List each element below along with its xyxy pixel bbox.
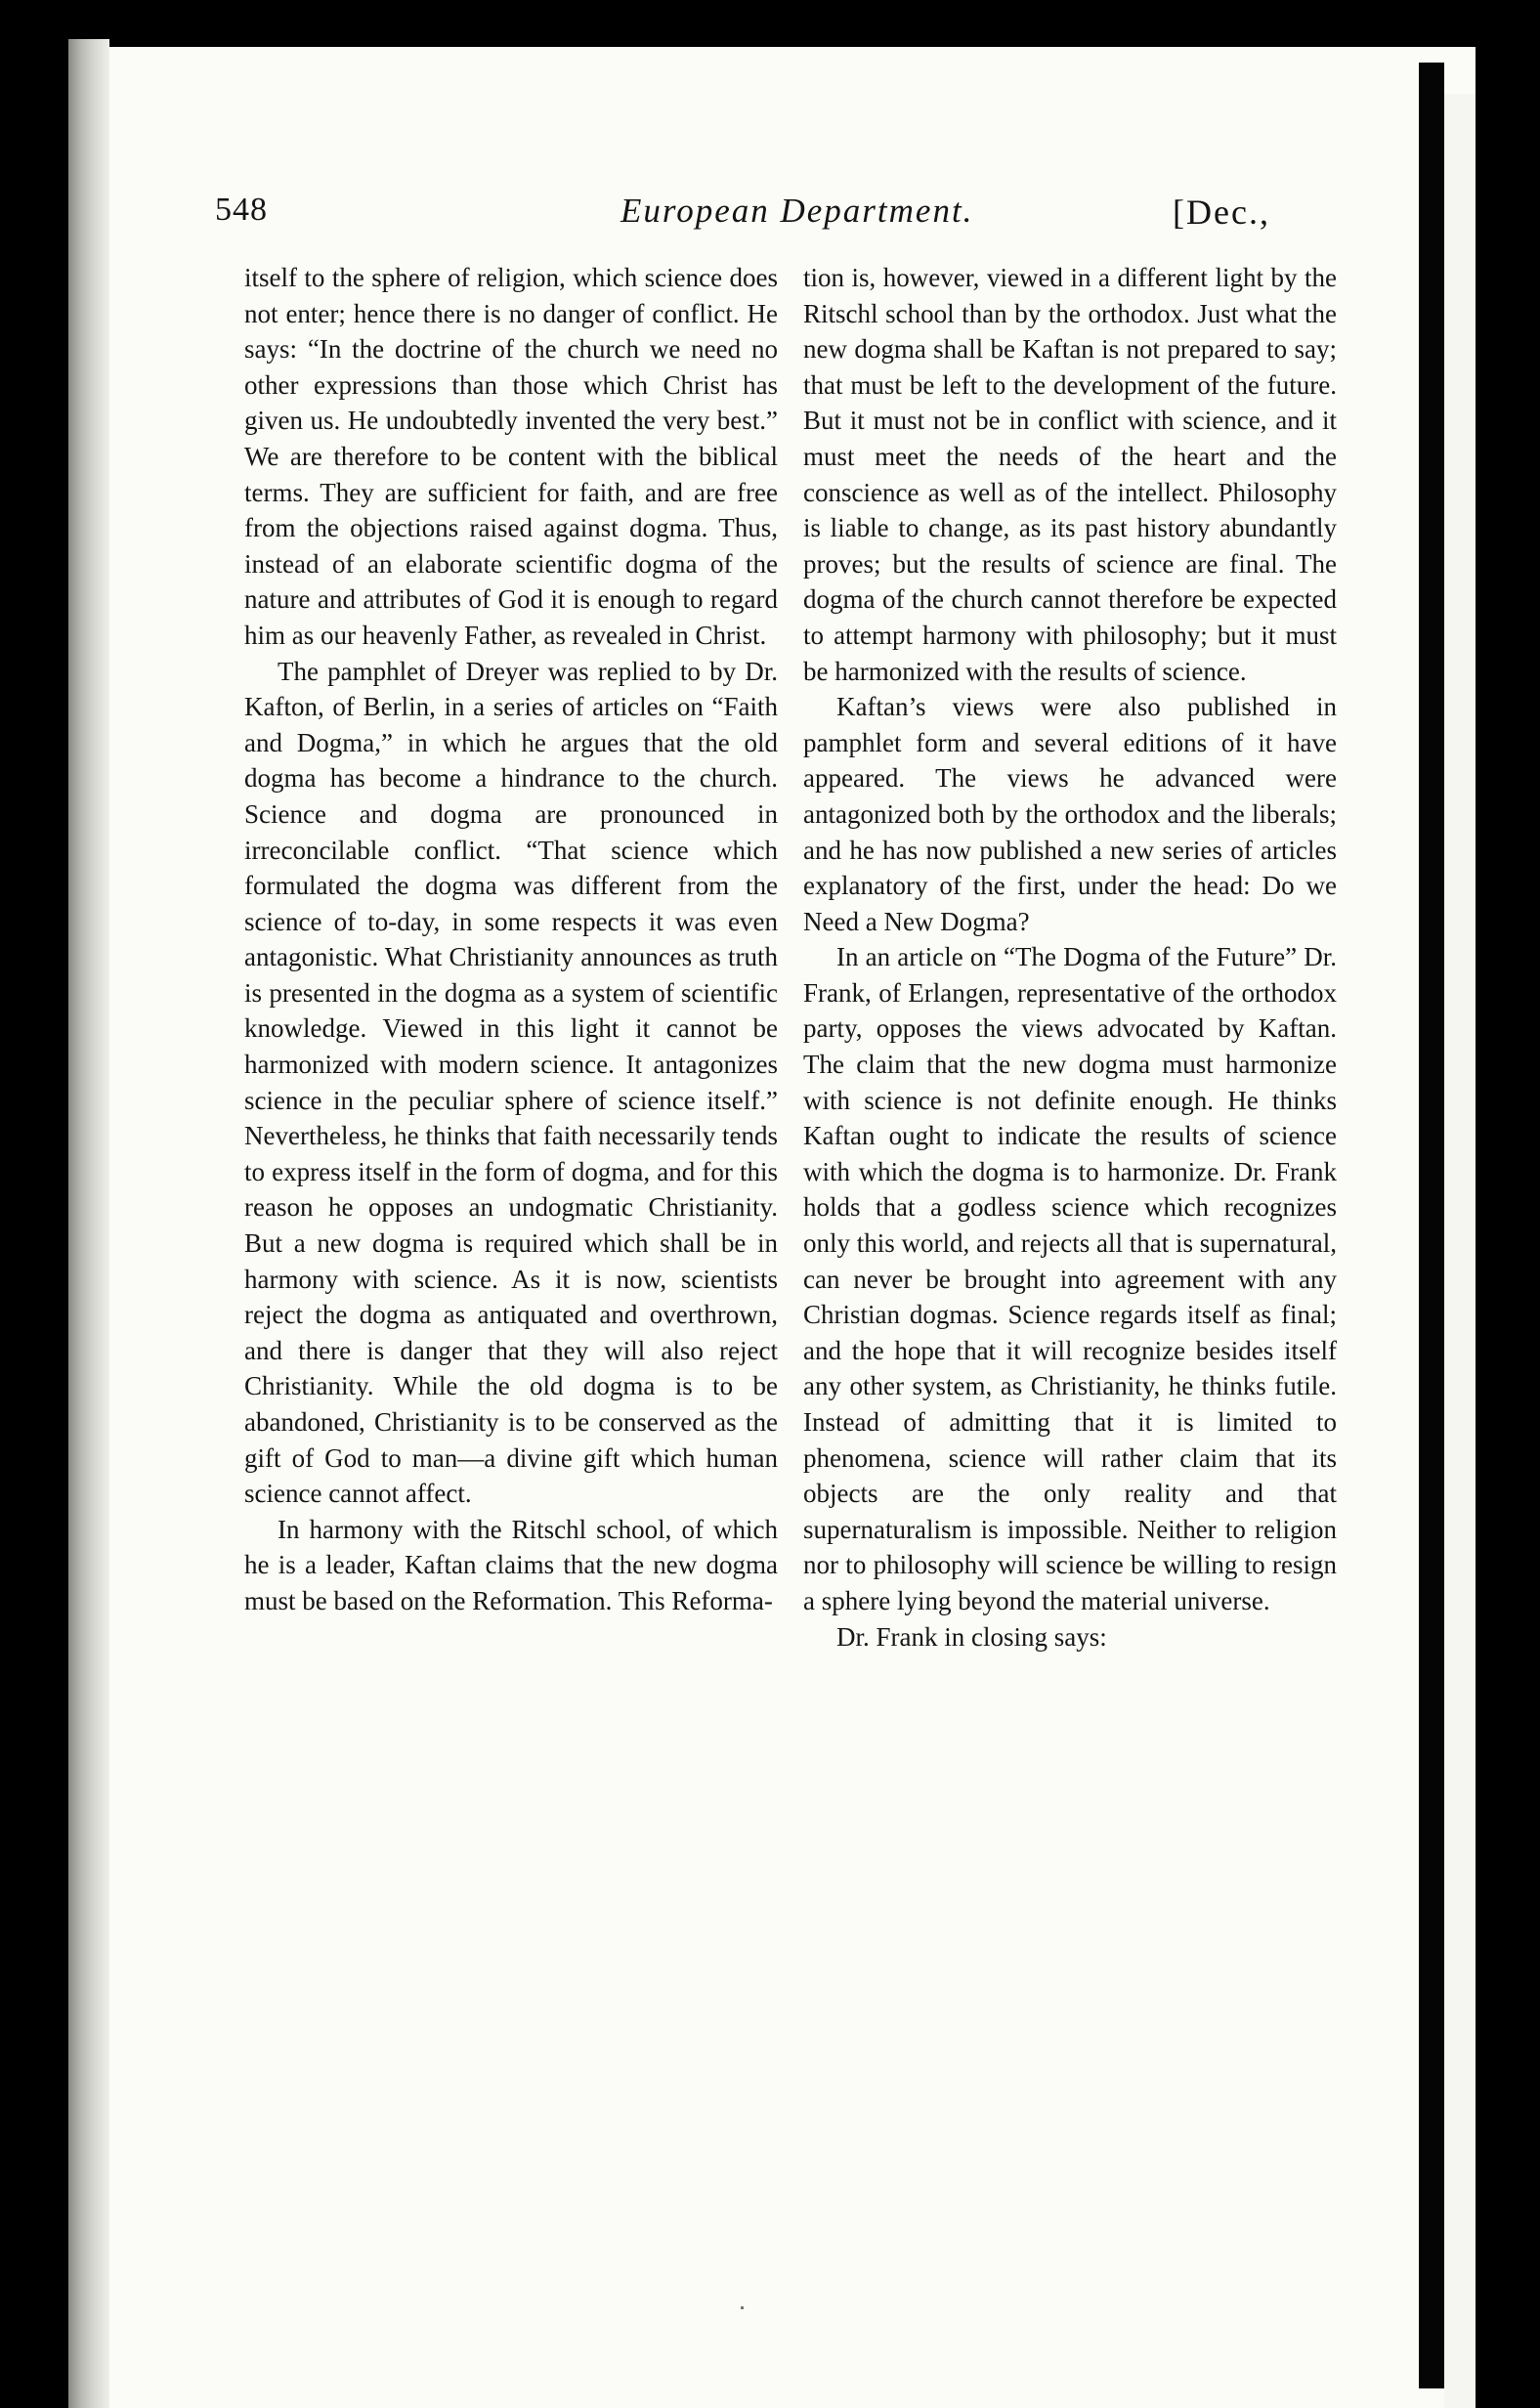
paragraph: Dr. Frank in closing says: [836,1621,1107,1652]
paragraph: Kaftan’s views were also published in pamphlet form and several editions of it have appeared. The views he advanced were antagonized both by the orthodox and the liberals; and he has now published a new series of articles explanatory of the first, under the head: Do we Need a New Dogma? [803,692,1337,936]
paragraph: itself to the sphere of religion, which science does not enter; hence there is no danger of conflict. He says: “In the doctrine of the church we need no other expressions than those which Christ has given us. He undoubtedly invented the very best.” We are therefore to be content with the biblical terms. They are sufficient for faith, and are free from the objections raised against dogma. Thus, instead of an elaborate scientific dogma of the nature and attributes of God it is enough to regard him as our heavenly Father, as revealed in Christ. [244,263,778,650]
left-text-column [244,260,778,1619]
page-number: 548 [215,192,268,228]
paragraph: In harmony with the Ritschl school, of which he is a leader, Kaftan claims that the new dogma must be based on the Reformation. This Reforma- [244,1514,778,1615]
paragraph: tion is, however, viewed in a different light by the Ritschl school than by the orthodox. Just what the new dogma shall be Kaftan is not prepared to say; that must be left to the development of the future. But it must not be in conflict with science, and it must meet the needs of the heart and the conscience as well as of the intellect. Philosophy is liable to change, as its past history abundantly proves; but the results of science are final. The dogma of the church cannot therefore be expected to attempt harmony with philosophy; but it must be harmonized with the results of science. [803,263,1337,686]
page-binding-shadow [68,39,109,2408]
running-title: European Department. [620,192,974,230]
paragraph: In an article on “The Dogma of the Future” Dr. Frank, of Erlangen, representative of the orthodox party, opposes the views advocated by Kaftan. The claim that the new dogma must harmonize with science is not definite enough. He thinks Kaftan ought to indicate the results of science with which the dogma is to harmonize. Dr. Frank holds that a godless science which recognizes only this world, and rejects all that is supernatural, can never be brought into agreement with any Christian dogmas. Science regards itself as final; and the hope that it will recognize besides itself any other system, as Christianity, he thinks futile. Instead of admitting that it is limited to phenomena, science will rather claim that its objects are the only reality and that supernaturalism is impossible. Neither to religion nor to philosophy will science be willing to resign a sphere lying beyond the material universe. [803,942,1337,1615]
facing-page-strip [1444,94,1476,2408]
facing-page-edge [1419,63,1444,2388]
right-text-column [803,260,1337,1655]
month-mark: [Dec., [1173,193,1270,232]
print-speck [741,2306,744,2309]
paragraph: The pamphlet of Dreyer was replied to by Dr. Kafton, of Berlin, in a series of articles on “Faith and Dogma,” in which he argues that the old dogma has become a hindrance to the church. Science and dogma are pronounced in irreconcilable conflict. “That science which formulated the dogma was different from the science of to-day, in some respects it was even antagonistic. What Christianity announces as truth is presented in the dogma as a system of scientific knowledge. Viewed in this light it cannot be harmonized with modern science. It antagonizes science in the peculiar sphere of science itself.” Nevertheless, he thinks that faith necessarily tends to express itself in the form of dogma, and for this reason he opposes an undogmatic Christianity. But a new dogma is required which shall be in harmony with science. As it is now, scientists reject the dogma as antiquated and overthrown, and there is danger that they will also reject Christianity. While the old dogma is to be abandoned, Christianity is to be conserved as the gift of God to man—a divine gift which human science cannot affect. [244,656,778,1509]
